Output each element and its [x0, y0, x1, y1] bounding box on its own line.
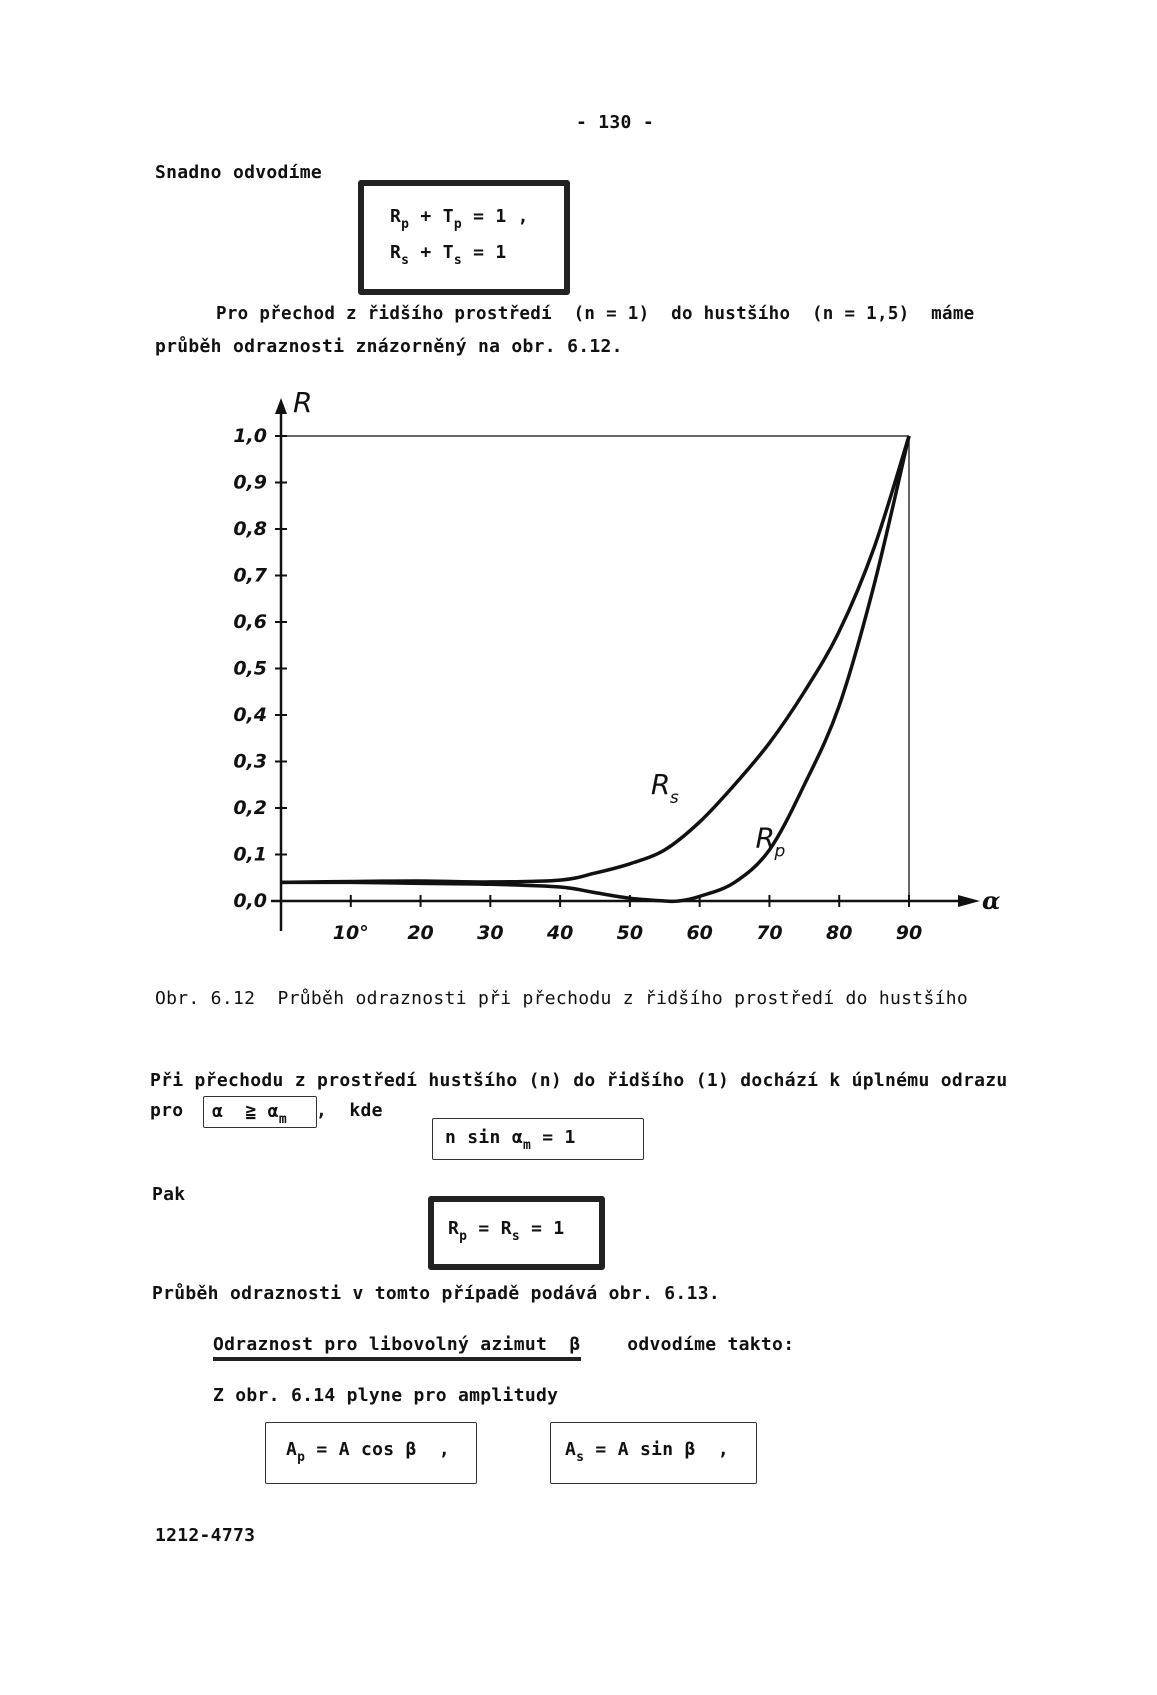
intro-label: Snadno odvodíme: [155, 162, 323, 183]
condition-box: [203, 1096, 317, 1128]
pak-label: Pak: [152, 1184, 186, 1205]
equation-box-total: [428, 1196, 605, 1270]
paragraph-2-pro: pro: [150, 1100, 184, 1121]
x-axis-arrow: [958, 895, 980, 907]
x-tick-label: 50: [616, 922, 644, 944]
paragraph-2-kde: , kde: [316, 1100, 383, 1121]
x-tick-label: 80: [825, 922, 853, 944]
x-tick-label: 90: [895, 922, 923, 944]
series-label-rs: R: [650, 768, 671, 802]
y-tick-label: 0,1: [233, 843, 267, 866]
equation-box-critical: [432, 1118, 644, 1160]
x-tick-label: 30: [477, 922, 504, 944]
equation-critical-angle: n $\sin \alpha_m = 1$: [445, 1127, 576, 1153]
paragraph-1-line-2: průběh odraznosti znázorněný na obr. 6.12.: [155, 336, 623, 357]
equation-rp-tp: $R_p + T_p = 1$ ,: [390, 206, 529, 232]
y-tick-label: 0,8: [233, 518, 267, 540]
condition-text: α ≧ $\alpha_m$: [212, 1101, 287, 1127]
y-tick-labels: [233, 425, 287, 912]
x-axis-label: α: [982, 886, 1001, 915]
paragraph-3: Průběh odraznosti v tomto případě podává obr. 6.13.: [152, 1283, 720, 1304]
chart-axes: [271, 398, 980, 931]
paragraph-4-underlined: Odraznost pro libovolný azimut β: [213, 1334, 581, 1361]
series-label-rs-sub: s: [669, 788, 679, 809]
equation-box-as: [550, 1422, 757, 1484]
y-tick-label: 0,2: [233, 797, 267, 819]
y-tick-label: 0,0: [233, 890, 267, 912]
chart-series: [281, 436, 909, 901]
series-line-rs: [281, 436, 909, 882]
y-tick-label: 0,6: [233, 611, 267, 633]
y-tick-label: 1,0: [233, 425, 267, 447]
y-tick-label: 0,7: [233, 564, 267, 587]
series-label-rp: R: [755, 821, 775, 855]
paragraph-1-line-1: Pro přechod z řidšího prostředí (n = 1) do hustšího (n = 1,5) máme: [216, 304, 975, 324]
y-axis-arrow: [275, 398, 287, 414]
equation-rs-ts: $R_s + T_s = 1$: [390, 242, 507, 268]
y-tick-label: 0,9: [233, 471, 267, 494]
equation-total-reflection: $R_p = R_s = 1$: [448, 1218, 565, 1244]
figure-caption: Obr. 6.12 Průběh odraznosti při přechodu z řidšího prostředí do hustšího: [155, 988, 968, 1009]
x-tick-label: 40: [546, 922, 574, 944]
series-label-rp-sub: p: [774, 841, 786, 862]
paragraph-4-rest: odvodíme takto:: [605, 1334, 795, 1355]
y-tick-label: 0,5: [233, 657, 267, 680]
y-tick-label: 0,4: [233, 704, 267, 726]
x-tick-label: 70: [756, 922, 783, 944]
series-line-rp: [281, 436, 909, 901]
paragraph-5: Z obr. 6.14 plyne pro amplitudy: [213, 1385, 559, 1406]
page-number: - 130 -: [576, 112, 654, 133]
x-tick-label: 10°: [332, 922, 369, 944]
equation-as: $A_s = A$ sin β ,: [565, 1439, 730, 1465]
equation-ap: $A_p = A$ cos β ,: [286, 1439, 451, 1465]
y-tick-label: 0,3: [233, 750, 267, 773]
x-tick-label: 60: [686, 922, 713, 944]
x-tick-labels: [333, 895, 922, 944]
paragraph-2-line-1: Při přechodu z prostředí hustšího (n) do řidšího (1) dochází k úplnému odrazu: [150, 1070, 1008, 1091]
y-axis-label: R: [293, 386, 313, 419]
footer-code: 1212-4773: [155, 1525, 256, 1546]
equation-box-ap: [265, 1422, 477, 1484]
x-tick-label: 20: [407, 922, 434, 944]
chart-labels: [293, 386, 1000, 915]
